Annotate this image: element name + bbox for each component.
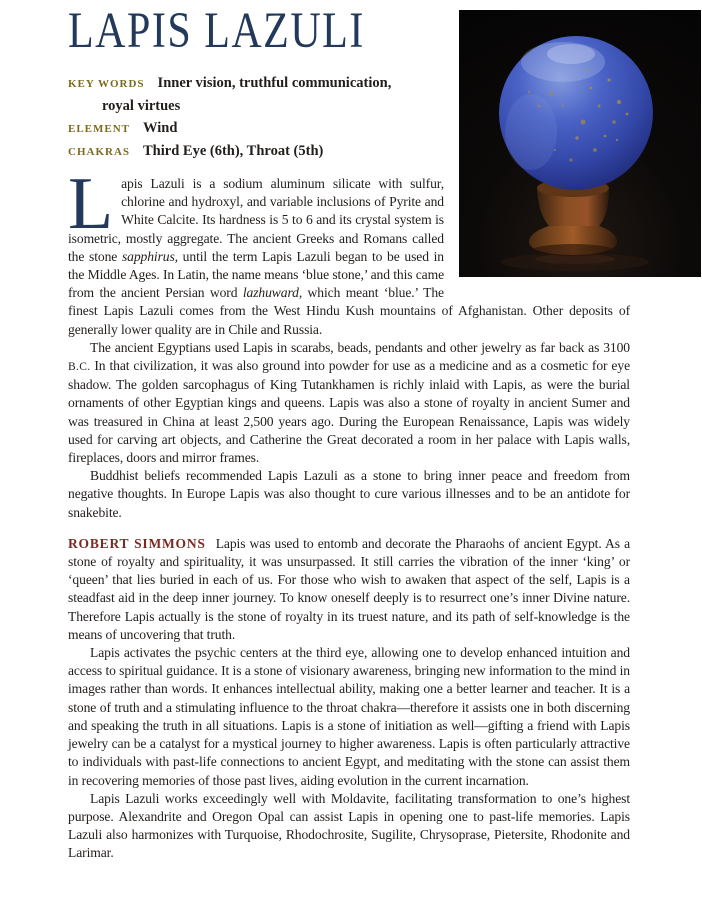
text-segment: Lapis Lazuli works exceedingly well with Moldavite, facilitating transformation to one’s highest purpose. Alexandrite and Oregon Opal can assist Lapis in opening one to past-life memories. Lapis Lazuli also harmonizes with Turquoise, Rhodochrosite, Sugilite, Chrysoprase, Pietersite, Rhodonite and Larimar. [68,790,630,861]
text-segment: The ancient Egyptians used Lapis in scarabs, beads, pendants and other jewelry as far back as 3100 [90,339,630,355]
text-segment: until the term Lapis Lazuli began to be used in the Middle Ages. In Latin, the name means ‘blue stone,’ and this came from the ancient Persian word [68,248,445,301]
text-segment: In that civilization, it was also ground into powder for use as a medicine and as a cosmetic for eye shadow. The golden sarcophagus of King Tutankhamen is richly inlaid with Lapis, as were the burial ornaments of other Egyptian kings and queens. Lapis was also a stone of royalty in ancient Sumer and was treasured in China at least 2,500 years ago. During the European Renaissance, Lapis was widely used for carving art objects, and Catherine the Great decorated a room in her palace with Lapis walls, fireplaces, doors and mirror frames. [68,358,630,466]
attribute-row-keywords [68,72,406,117]
attribute-value: Third Eye (6th), Throat (5th) [143,143,324,159]
drop-cap: L [68,163,114,245]
attribute-value: Inner vision, truthful communication, royal virtues [102,75,392,114]
attribute-label: CHAKRAS [68,146,131,158]
paragraph [68,535,630,644]
attribute-row-chakras [68,140,406,163]
paragraph [68,339,630,467]
paragraph [68,467,630,522]
paragraph [68,644,630,790]
text-segment: Buddhist beliefs recommended Lapis Lazuli as a stone to bring inner peace and freedom from negative thoughts. In Europe Lapis was also thought to cure various illnesses and to be an antidote for snakebite. [68,468,630,520]
section-heading-author: ROBERT SIMMONS [68,535,206,551]
attributes-block [68,72,406,163]
text-segment: Lapis was used to entomb and decorate the Pharaohs of ancient Egypt. As a stone of royalty and spirituality, it was unsurpassed. It still carries the vibration of the inner ‘king’ or ‘queen’ that lies buried in each of us. For those who wish to awaken that aspect of the self, Lapis is a steadfast aid in the deep inner journey. To know oneself deeply is to resurrect one’s inner Divine nature. Therefore Lapis actually is the stone of royalty in its truest nature, and its path of self-knowledge is the means of uncovering that truth. [68,535,631,642]
text-segment: sapphirus, [121,248,178,264]
attribute-label: ELEMENT [68,123,131,135]
text-segment: apis Lazuli is a sodium aluminum silicate with sulfur, chlorine and hydroxyl, and variable inclusions of Pyrite and White Calcite. Its hardness is 5 to 6 and its crystal system is isometric, mostly aggregate. The ancient Greeks and Romans called the stone [68,176,444,264]
text-segment: which meant ‘blue.’ The finest Lapis Lazuli comes from the West Hindu Kush mountains of Afghanistan. Other deposits of generally lower quality are in Chile and Russia. [68,285,630,337]
paragraph [68,790,630,863]
attribute-label: KEY WORDS [68,78,145,90]
attribute-value: Wind [143,120,178,136]
text-segment: lazhuward, [242,285,303,301]
text-segment: B.C. [68,360,91,374]
text-segment: Lapis activates the psychic centers at the third eye, allowing one to develop enhanced intuition and access to spiritual guidance. It is a stone of visionary awareness, bringing new information to the mind in images rather than words. It enhances intellectual ability, making one a better learner and teacher. It is a stone of truth and a stimulating influence to the throat chakra—therefore it assists one in both discerning and speaking the truth in all situations. Lapis is a stone of initiation as well—gifting a friend with Lapis jewelry can be a catalyst for a mystical journey to higher awareness. Lapis is often particularly attractive to individuals with past-life connections to ancient Egypt, and meditating with the stone can assist them in recovering memories of those past lives, aiding evolution in the current incarnation. [68,645,630,788]
attribute-row-element [68,117,406,140]
page-title: LAPIS LAZULI [68,3,365,59]
